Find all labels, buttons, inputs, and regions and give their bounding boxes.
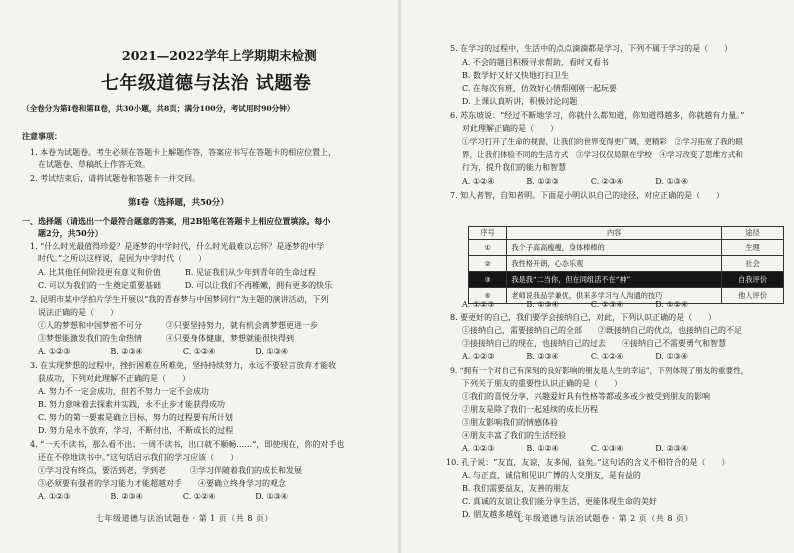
question-option: A. ①②③ B. ②③④ C. ①②④ D. ①③④ <box>462 352 689 361</box>
exam-info: （全卷分为第Ⅰ卷和第Ⅱ卷，共30小题，共8页；满分100分，考试用时90分钟） <box>22 104 295 113</box>
table-cell: 我是我“二当你，但在同组活不在“神” <box>507 272 722 288</box>
question-option: A. ①②③ B. ②③④ C. ①②④ D. ①③④ <box>38 347 289 356</box>
question-statement: ③接接纳自己的现在，也接纳自己的过去 ④接纳自己不需要勇气和智慧 <box>462 339 726 348</box>
question-option: D. 上课认真听讲，积极讨论问题 <box>462 97 578 106</box>
question-stem: 9. “拥有一个对自己有深刻的良好影响的朋友是人生的幸运”，下列体现了朋友的重要性， <box>450 366 749 375</box>
question-statement: 行为，提升我们的能力和智慧 <box>462 163 566 172</box>
question-stem: 说法正确的是（ ） <box>38 308 118 317</box>
question-stem: 时代。”之所以这样说，是因为中学时代（ ） <box>38 254 207 263</box>
page-footer: 七年级道德与法治试题卷 · 第 2 页（共 8 页） <box>516 514 693 523</box>
question-option: A. 与正直、诚信和见识广博的人交朋友，是有益的 <box>462 471 641 480</box>
question-stem: 还在不停地读书中。”这句话启示我们的学习应该（ ） <box>38 453 239 462</box>
exam-main-title: 七年级道德与法治 试题卷 <box>101 73 312 94</box>
page-footer: 七年级道德与法治试题卷 · 第 1 页（共 8 页） <box>96 514 273 523</box>
note-line: 2. 考试结束后，请将试题卷和答题卡一并交回。 <box>30 174 201 183</box>
question-statement: ③必须要有强者的学习能力才能超越对手 ④要确立终身学习的观念 <box>38 479 286 488</box>
question-option: B. 努力意味着去探索并实践，永不止步才能获得成功 <box>38 400 225 409</box>
question-statement: ①接纳自己，需要接纳自己的全部 ②既接纳自己的优点，也接纳自己的不足 <box>462 326 742 335</box>
question-statement: ①学习没有终点，要活到老，学到老 ②学习伴随着我们的成长和发展 <box>38 466 302 475</box>
question-stem: 对此理解正确的是（ ） <box>462 124 558 133</box>
question-option: C. 在每次有班，仿效好心情帮刚刚一起玩要 <box>462 84 617 93</box>
question-stem: 8. 要更好的自己，我们要学会接纳自己，对此，下列认识正确的是（ ） <box>450 313 717 322</box>
section-title: 第Ⅰ卷（选择题，共50分） <box>128 198 229 208</box>
mc-instruction: 题2分，共50分） <box>38 228 103 238</box>
table-cell: 他人评价 <box>722 288 784 304</box>
mc-instruction: 一、选择题（请选出一个最符合题意的答案，用2B铅笔在答题卡上相应位置填涂。每小 <box>22 216 331 226</box>
question-statement: ①我们的喜悦分享，兴趣爱好具有性格等都或多或少被受到朋友的影响 <box>462 392 710 401</box>
question-stem: 6. 苏东坡说：“经过不断地学习，你就什么都知道，你知道得越多，你就越有力量。” <box>450 111 745 120</box>
table-cell: 我性格开朗，心态乐观 <box>507 256 722 272</box>
question-stem: 获成功，下列对此理解不正确的是（ ） <box>38 374 190 383</box>
table-header-cell: 序号 <box>469 227 507 240</box>
question-option: C. 可以为我们的一生奠定重要基础 D. 可以让我们不再稚嫩，拥有更多的快乐 <box>38 281 333 290</box>
note-line: 在试题卷、草稿纸上作答无效。 <box>38 160 150 169</box>
question-stem: 1. “什么时光最值得珍爱？是逐梦的中学时代，什么时光最难以忘怀？是逐梦的中学 <box>30 242 325 251</box>
question-option: A. 比其他任何阶段更有意义和价值 B. 见证我们从少年到青年的生命过程 <box>38 268 316 277</box>
question-statement: ②朋友是除了我们一起延续的成长历程 <box>462 405 598 414</box>
question-option: D. 努力是永不放弃，学习，不断付出，不断成长的过程 <box>38 426 234 435</box>
exam-year-title: 2021—2022学年上学期期末检测 <box>122 48 317 63</box>
question-statement: ④朋友丰富了我们的生活经验 <box>462 431 566 440</box>
question-statement: 界，让我们体验不同的生活方式 ③学习仅仅局限在学校 ④学习改变了思维方式和 <box>462 150 743 159</box>
table-cell: 生理 <box>722 240 784 256</box>
table-cell: 老师说我品学兼优，供来多学习与人沟通的技巧 <box>507 288 722 304</box>
question-stem: 下列关于朋友的重要性认识正确的是（ ） <box>462 379 622 388</box>
question-statement: ①人的梦想和中国梦密不可分 ②只要坚持努力，就有机会离梦想更进一步 <box>38 321 318 330</box>
question-stem: 3. 在实现梦想的过程中，挫折困难在所难免，坚持持续努力，永远不要轻言放弃才能收 <box>30 361 337 370</box>
question-option: C. 努力的第一要素是确立目标，努力的过程要有所计划 <box>38 413 233 422</box>
question-statement: ①学习打开了生命的视窗，让我们的世界变得更广阔，更精彩 ②学习拓宽了我的眼 <box>462 137 743 146</box>
table-cell: 我个子高高瘦瘦，身体棒棒的 <box>507 240 722 256</box>
question-option: A. ①②④ B. ①②③ C. ②③④ D. ①③④ <box>462 177 689 186</box>
table-cell: 社会 <box>722 256 784 272</box>
table-cell: 自我评价 <box>722 272 784 288</box>
question-option: A. 不会的题目积极寻求帮助，看时又看书 <box>462 58 609 67</box>
note-line: 1. 本卷为试题卷。考生必须在答题卡上解题作答，答案应书写在答题卡的相应位置上， <box>30 148 337 157</box>
question-statement: ③梦想能激发我们的生命热情 ④只要身体健康，梦想就能很快得到 <box>38 334 294 343</box>
question-option: A. ①②③ B. ②③④ C. ①②④ D. ①③④ <box>38 492 289 501</box>
table-cell: ③ <box>469 272 507 288</box>
table-header-cell: 内容 <box>507 227 722 240</box>
question-stem: 2. 昆明市某中学拍片学生开展以“我的青春梦与中国梦同行”为主题的演讲活动，下列 <box>30 295 329 304</box>
question-stem: 10. 孔子说：“友直，友谅，友多闻，益矣。”这句话的含义不相符合的是（ ） <box>446 458 730 467</box>
question-stem: 7. 知人者智，自知者明。下面是小明认识自己的途径，对应正确的是（ ） <box>450 191 725 200</box>
question-option: A. 努力不一定会成功，但若不努力一定不会成功 <box>38 387 209 396</box>
table-cell: ② <box>469 256 507 272</box>
question-stem: 4. “一天不读书，那么看不出；一周不读书，出口就不顺畅……”，即使现在，你的对手也 <box>30 440 345 449</box>
question-statement: ③朋友影响我们的情感体验 <box>462 418 558 427</box>
question-stem: 5. 在学习的过程中，生活中的点点滴滴都是学习，下列不属于学习的是（ ） <box>450 44 733 53</box>
question-option: B. 数学好又好又快地打扫卫生 <box>462 71 569 80</box>
table-cell: ④ <box>469 288 507 304</box>
question-option: B. 我们需要益友，友善的朋友 <box>462 484 569 493</box>
question-option: A. ①②③ B. ①③④ C. ②③④ D. ①②④ <box>462 300 689 309</box>
notes-title: 注意事项： <box>22 131 62 141</box>
question-option: D. 朋友越多越好 <box>462 510 522 519</box>
exam-page-2-lower <box>400 0 794 553</box>
question-option: A. ①②③ B. ①②④ C. ①③④ D. ②③④ <box>462 444 689 453</box>
table-header-cell: 途径 <box>722 227 784 240</box>
question-option: C. 真诚的友谊让我们能分享生活，更能体现生命的美好 <box>462 497 657 506</box>
table-cell: ① <box>469 240 507 256</box>
